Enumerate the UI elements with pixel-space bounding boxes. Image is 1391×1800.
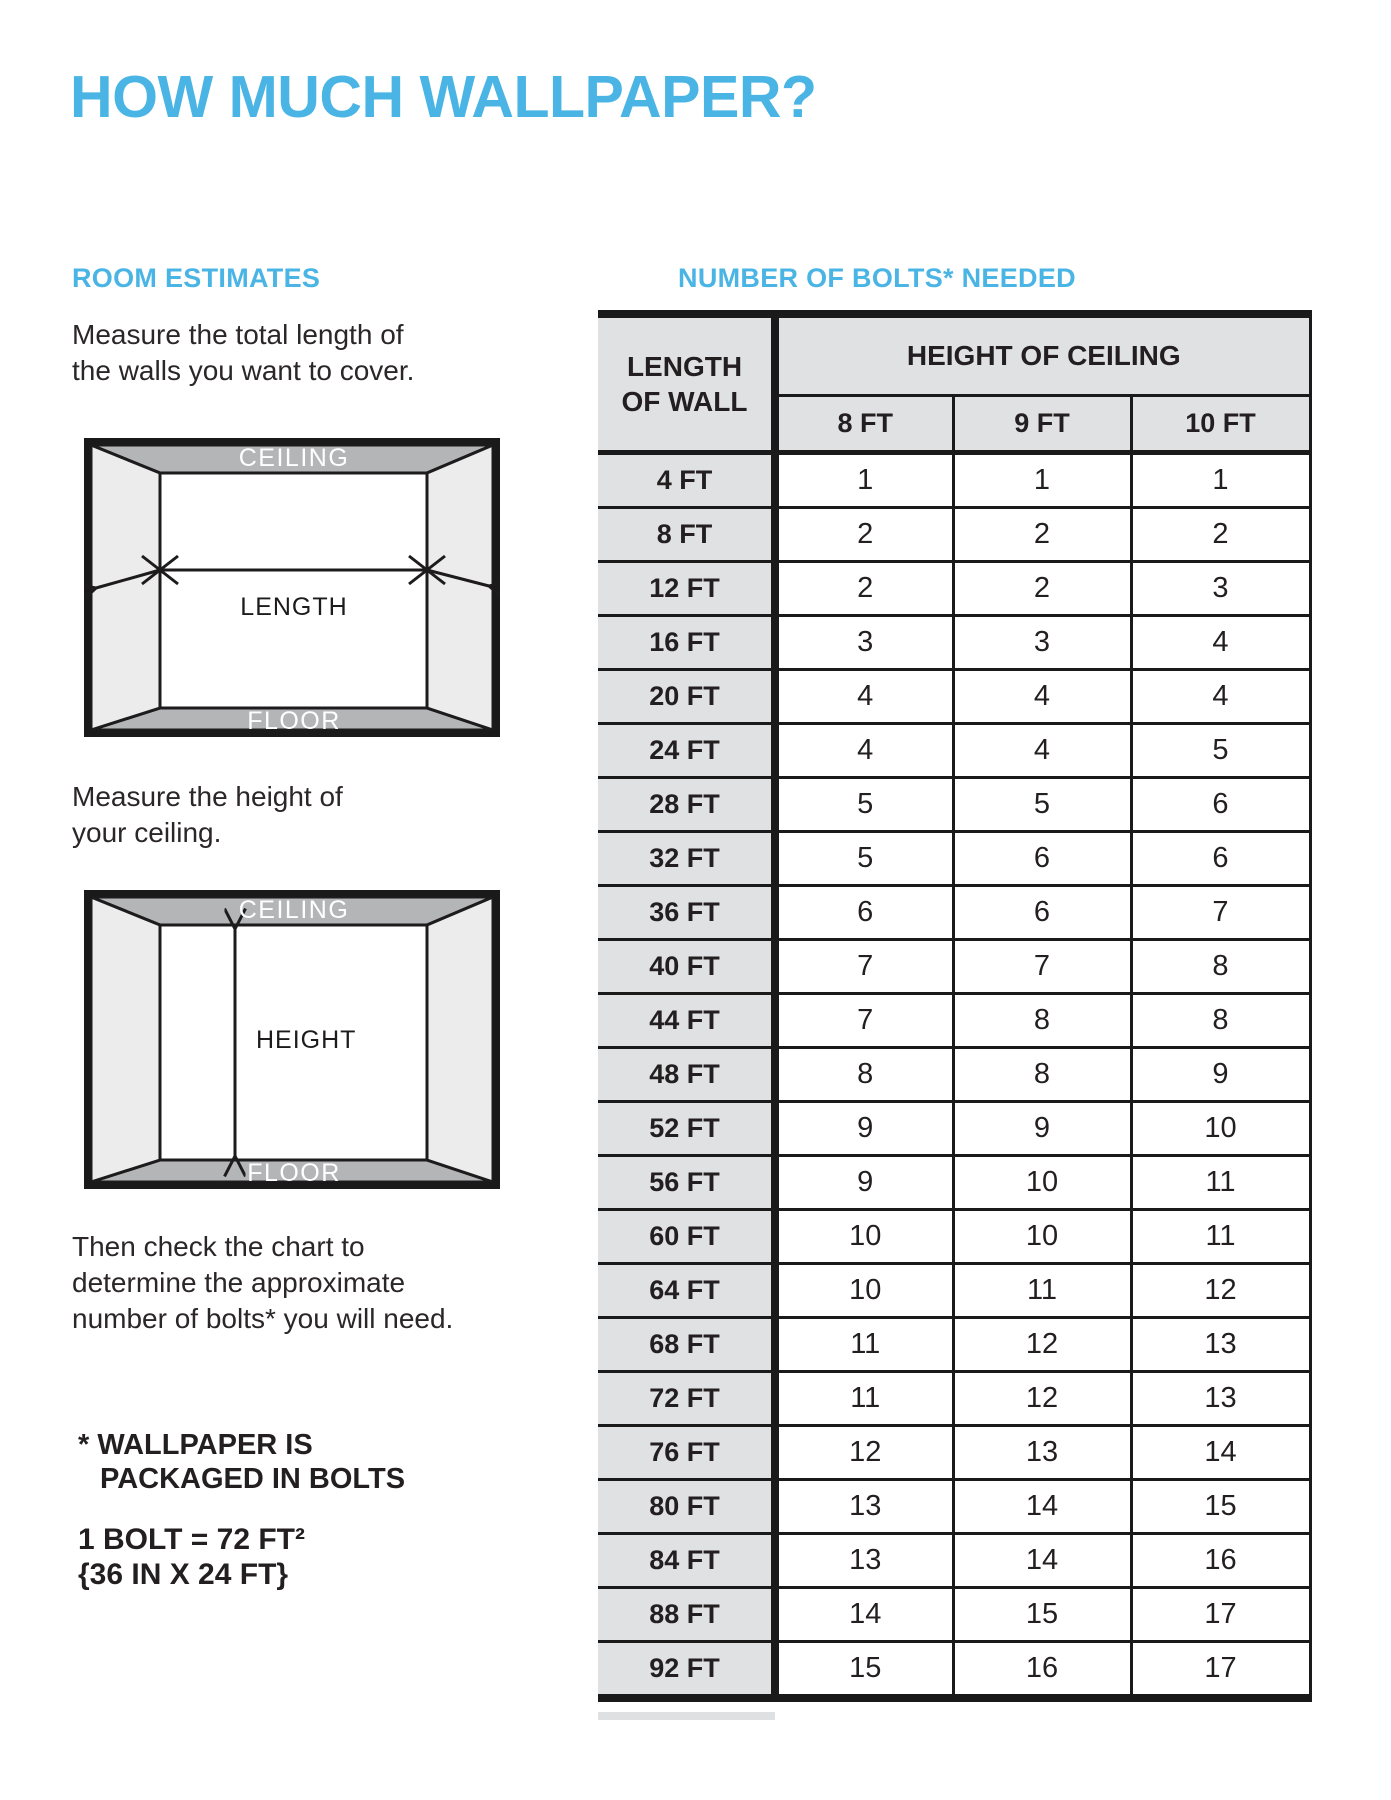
col-header-10ft: 10 FT bbox=[1131, 396, 1310, 453]
table-row bbox=[598, 1264, 1310, 1318]
instruction-line: Measure the height of bbox=[72, 781, 343, 812]
floor-label: FLOOR bbox=[247, 1159, 341, 1187]
row-group-header-line: LENGTH bbox=[626, 351, 743, 382]
cell-bolts-10ft: 2 bbox=[1131, 508, 1310, 562]
instruction-line: the walls you want to cover. bbox=[72, 355, 415, 386]
cell-bolts-9ft: 2 bbox=[953, 562, 1131, 616]
footnote-line: * WALLPAPER IS bbox=[78, 1429, 313, 1461]
cell-bolts-8ft: 5 bbox=[775, 778, 953, 832]
length-label: LENGTH bbox=[240, 593, 348, 621]
row-label-wall-length: 4 FT bbox=[598, 453, 775, 508]
instruction-line: determine the approximate bbox=[72, 1267, 406, 1298]
row-label-wall-length: 60 FT bbox=[598, 1210, 775, 1264]
cell-bolts-8ft: 4 bbox=[775, 724, 953, 778]
instruction-line: your ceiling. bbox=[72, 817, 222, 848]
bolt-size-note bbox=[78, 1522, 305, 1592]
cell-bolts-8ft: 2 bbox=[775, 508, 953, 562]
col-header-9ft: 9 FT bbox=[953, 396, 1131, 453]
cell-bolts-8ft: 10 bbox=[775, 1264, 953, 1318]
instruction-check-chart bbox=[72, 1229, 453, 1337]
cell-bolts-10ft: 14 bbox=[1131, 1426, 1310, 1480]
cell-bolts-9ft: 8 bbox=[953, 994, 1131, 1048]
cell-bolts-9ft: 11 bbox=[953, 1264, 1131, 1318]
room-height-diagram bbox=[84, 890, 500, 1189]
table-row bbox=[598, 1480, 1310, 1534]
cell-bolts-8ft: 1 bbox=[775, 453, 953, 508]
cell-bolts-8ft: 7 bbox=[775, 940, 953, 994]
cell-bolts-9ft: 2 bbox=[953, 508, 1131, 562]
cell-bolts-10ft: 13 bbox=[1131, 1372, 1310, 1426]
cell-bolts-10ft: 6 bbox=[1131, 778, 1310, 832]
cell-bolts-9ft: 5 bbox=[953, 778, 1131, 832]
ceiling-label: CEILING bbox=[238, 444, 350, 472]
table-row bbox=[598, 670, 1310, 724]
cell-bolts-10ft: 15 bbox=[1131, 1480, 1310, 1534]
table-row bbox=[598, 1372, 1310, 1426]
row-label-wall-length: 92 FT bbox=[598, 1642, 775, 1699]
cell-bolts-10ft: 12 bbox=[1131, 1264, 1310, 1318]
cell-bolts-9ft: 6 bbox=[953, 886, 1131, 940]
cell-bolts-8ft: 8 bbox=[775, 1048, 953, 1102]
cell-bolts-9ft: 7 bbox=[953, 940, 1131, 994]
row-label-wall-length: 72 FT bbox=[598, 1372, 775, 1426]
row-label-wall-length: 20 FT bbox=[598, 670, 775, 724]
cell-bolts-9ft: 14 bbox=[953, 1534, 1131, 1588]
cell-bolts-8ft: 15 bbox=[775, 1642, 953, 1699]
bolts-table-container bbox=[598, 310, 1312, 1702]
bolt-size-line: {36 IN X 24 FT} bbox=[78, 1558, 289, 1591]
left-wall-panel bbox=[91, 897, 160, 1182]
cell-bolts-10ft: 13 bbox=[1131, 1318, 1310, 1372]
row-label-wall-length: 44 FT bbox=[598, 994, 775, 1048]
cell-bolts-8ft: 11 bbox=[775, 1318, 953, 1372]
cell-bolts-10ft: 6 bbox=[1131, 832, 1310, 886]
cell-bolts-9ft: 4 bbox=[953, 670, 1131, 724]
cell-bolts-10ft: 3 bbox=[1131, 562, 1310, 616]
cell-bolts-10ft: 17 bbox=[1131, 1588, 1310, 1642]
table-row bbox=[598, 724, 1310, 778]
table-row bbox=[598, 1210, 1310, 1264]
cell-bolts-9ft: 16 bbox=[953, 1642, 1131, 1699]
cell-bolts-10ft: 4 bbox=[1131, 616, 1310, 670]
cell-bolts-8ft: 3 bbox=[775, 616, 953, 670]
bolts-table bbox=[598, 310, 1312, 1702]
row-label-wall-length: 76 FT bbox=[598, 1426, 775, 1480]
bolts-table-body bbox=[598, 453, 1310, 1699]
cell-bolts-9ft: 8 bbox=[953, 1048, 1131, 1102]
cell-bolts-8ft: 9 bbox=[775, 1102, 953, 1156]
row-label-wall-length: 12 FT bbox=[598, 562, 775, 616]
footnote-line: PACKAGED IN BOLTS bbox=[100, 1463, 406, 1495]
ceiling-label: CEILING bbox=[238, 896, 350, 924]
cell-bolts-10ft: 1 bbox=[1131, 453, 1310, 508]
cell-bolts-8ft: 10 bbox=[775, 1210, 953, 1264]
row-label-wall-length: 80 FT bbox=[598, 1480, 775, 1534]
row-group-header-cell bbox=[598, 314, 775, 453]
row-label-wall-length: 64 FT bbox=[598, 1264, 775, 1318]
cell-bolts-10ft: 10 bbox=[1131, 1102, 1310, 1156]
height-label: HEIGHT bbox=[256, 1026, 357, 1054]
row-label-wall-length: 48 FT bbox=[598, 1048, 775, 1102]
cell-bolts-9ft: 3 bbox=[953, 616, 1131, 670]
cell-bolts-8ft: 7 bbox=[775, 994, 953, 1048]
table-row bbox=[598, 1534, 1310, 1588]
cell-bolts-9ft: 14 bbox=[953, 1480, 1131, 1534]
cell-bolts-8ft: 13 bbox=[775, 1480, 953, 1534]
row-label-wall-length: 8 FT bbox=[598, 508, 775, 562]
table-row bbox=[598, 832, 1310, 886]
row-label-wall-length: 84 FT bbox=[598, 1534, 775, 1588]
table-row bbox=[598, 562, 1310, 616]
row-label-wall-length: 36 FT bbox=[598, 886, 775, 940]
cell-bolts-10ft: 17 bbox=[1131, 1642, 1310, 1699]
footnote-wallpaper-bolts bbox=[78, 1428, 405, 1496]
cell-bolts-9ft: 15 bbox=[953, 1588, 1131, 1642]
table-row bbox=[598, 1048, 1310, 1102]
table-row bbox=[598, 778, 1310, 832]
row-group-header-line: OF WALL bbox=[621, 386, 748, 417]
cell-bolts-8ft: 4 bbox=[775, 670, 953, 724]
right-wall-panel bbox=[427, 897, 493, 1182]
cell-bolts-8ft: 12 bbox=[775, 1426, 953, 1480]
cell-bolts-10ft: 7 bbox=[1131, 886, 1310, 940]
table-row bbox=[598, 994, 1310, 1048]
room-length-diagram bbox=[84, 438, 500, 737]
instruction-line: number of bolts* you will need. bbox=[72, 1303, 454, 1334]
cell-bolts-10ft: 8 bbox=[1131, 994, 1310, 1048]
bolt-size-line: 1 BOLT = 72 FT² bbox=[78, 1523, 305, 1556]
cell-bolts-8ft: 13 bbox=[775, 1534, 953, 1588]
cell-bolts-8ft: 9 bbox=[775, 1156, 953, 1210]
cell-bolts-10ft: 8 bbox=[1131, 940, 1310, 994]
instruction-measure-length bbox=[72, 317, 414, 389]
cell-bolts-9ft: 12 bbox=[953, 1372, 1131, 1426]
cell-bolts-9ft: 4 bbox=[953, 724, 1131, 778]
cell-bolts-9ft: 13 bbox=[953, 1426, 1131, 1480]
cell-bolts-10ft: 16 bbox=[1131, 1534, 1310, 1588]
col-group-header-cell: HEIGHT OF CEILING bbox=[775, 314, 1310, 396]
instruction-measure-height bbox=[72, 779, 343, 851]
page-title: HOW MUCH WALLPAPER? bbox=[70, 64, 817, 130]
table-row bbox=[598, 508, 1310, 562]
cell-bolts-8ft: 14 bbox=[775, 1588, 953, 1642]
table-label-column-tail bbox=[598, 1712, 775, 1720]
floor-label: FLOOR bbox=[247, 707, 341, 735]
instruction-line: Measure the total length of bbox=[72, 319, 404, 350]
cell-bolts-8ft: 11 bbox=[775, 1372, 953, 1426]
cell-bolts-10ft: 9 bbox=[1131, 1048, 1310, 1102]
room-estimates-heading: ROOM ESTIMATES bbox=[72, 263, 321, 293]
table-row bbox=[598, 1588, 1310, 1642]
cell-bolts-10ft: 4 bbox=[1131, 670, 1310, 724]
row-label-wall-length: 16 FT bbox=[598, 616, 775, 670]
row-label-wall-length: 28 FT bbox=[598, 778, 775, 832]
row-label-wall-length: 68 FT bbox=[598, 1318, 775, 1372]
cell-bolts-10ft: 11 bbox=[1131, 1156, 1310, 1210]
right-wall-panel bbox=[427, 445, 493, 730]
cell-bolts-8ft: 5 bbox=[775, 832, 953, 886]
table-row bbox=[598, 1156, 1310, 1210]
cell-bolts-9ft: 6 bbox=[953, 832, 1131, 886]
table-row bbox=[598, 1102, 1310, 1156]
cell-bolts-9ft: 12 bbox=[953, 1318, 1131, 1372]
row-label-wall-length: 24 FT bbox=[598, 724, 775, 778]
cell-bolts-9ft: 10 bbox=[953, 1210, 1131, 1264]
table-row bbox=[598, 1318, 1310, 1372]
row-label-wall-length: 56 FT bbox=[598, 1156, 775, 1210]
row-label-wall-length: 88 FT bbox=[598, 1588, 775, 1642]
table-row bbox=[598, 453, 1310, 508]
cell-bolts-8ft: 2 bbox=[775, 562, 953, 616]
table-row bbox=[598, 1642, 1310, 1699]
cell-bolts-8ft: 6 bbox=[775, 886, 953, 940]
cell-bolts-9ft: 10 bbox=[953, 1156, 1131, 1210]
back-wall-panel bbox=[160, 473, 427, 708]
cell-bolts-9ft: 9 bbox=[953, 1102, 1131, 1156]
cell-bolts-10ft: 11 bbox=[1131, 1210, 1310, 1264]
cell-bolts-10ft: 5 bbox=[1131, 724, 1310, 778]
row-label-wall-length: 52 FT bbox=[598, 1102, 775, 1156]
cell-bolts-9ft: 1 bbox=[953, 453, 1131, 508]
instruction-line: Then check the chart to bbox=[72, 1231, 365, 1262]
col-header-8ft: 8 FT bbox=[775, 396, 953, 453]
table-row bbox=[598, 940, 1310, 994]
table-row bbox=[598, 616, 1310, 670]
table-row bbox=[598, 886, 1310, 940]
row-label-wall-length: 32 FT bbox=[598, 832, 775, 886]
bolts-table-heading: NUMBER OF BOLTS* NEEDED bbox=[678, 263, 1076, 293]
row-label-wall-length: 40 FT bbox=[598, 940, 775, 994]
table-row bbox=[598, 1426, 1310, 1480]
